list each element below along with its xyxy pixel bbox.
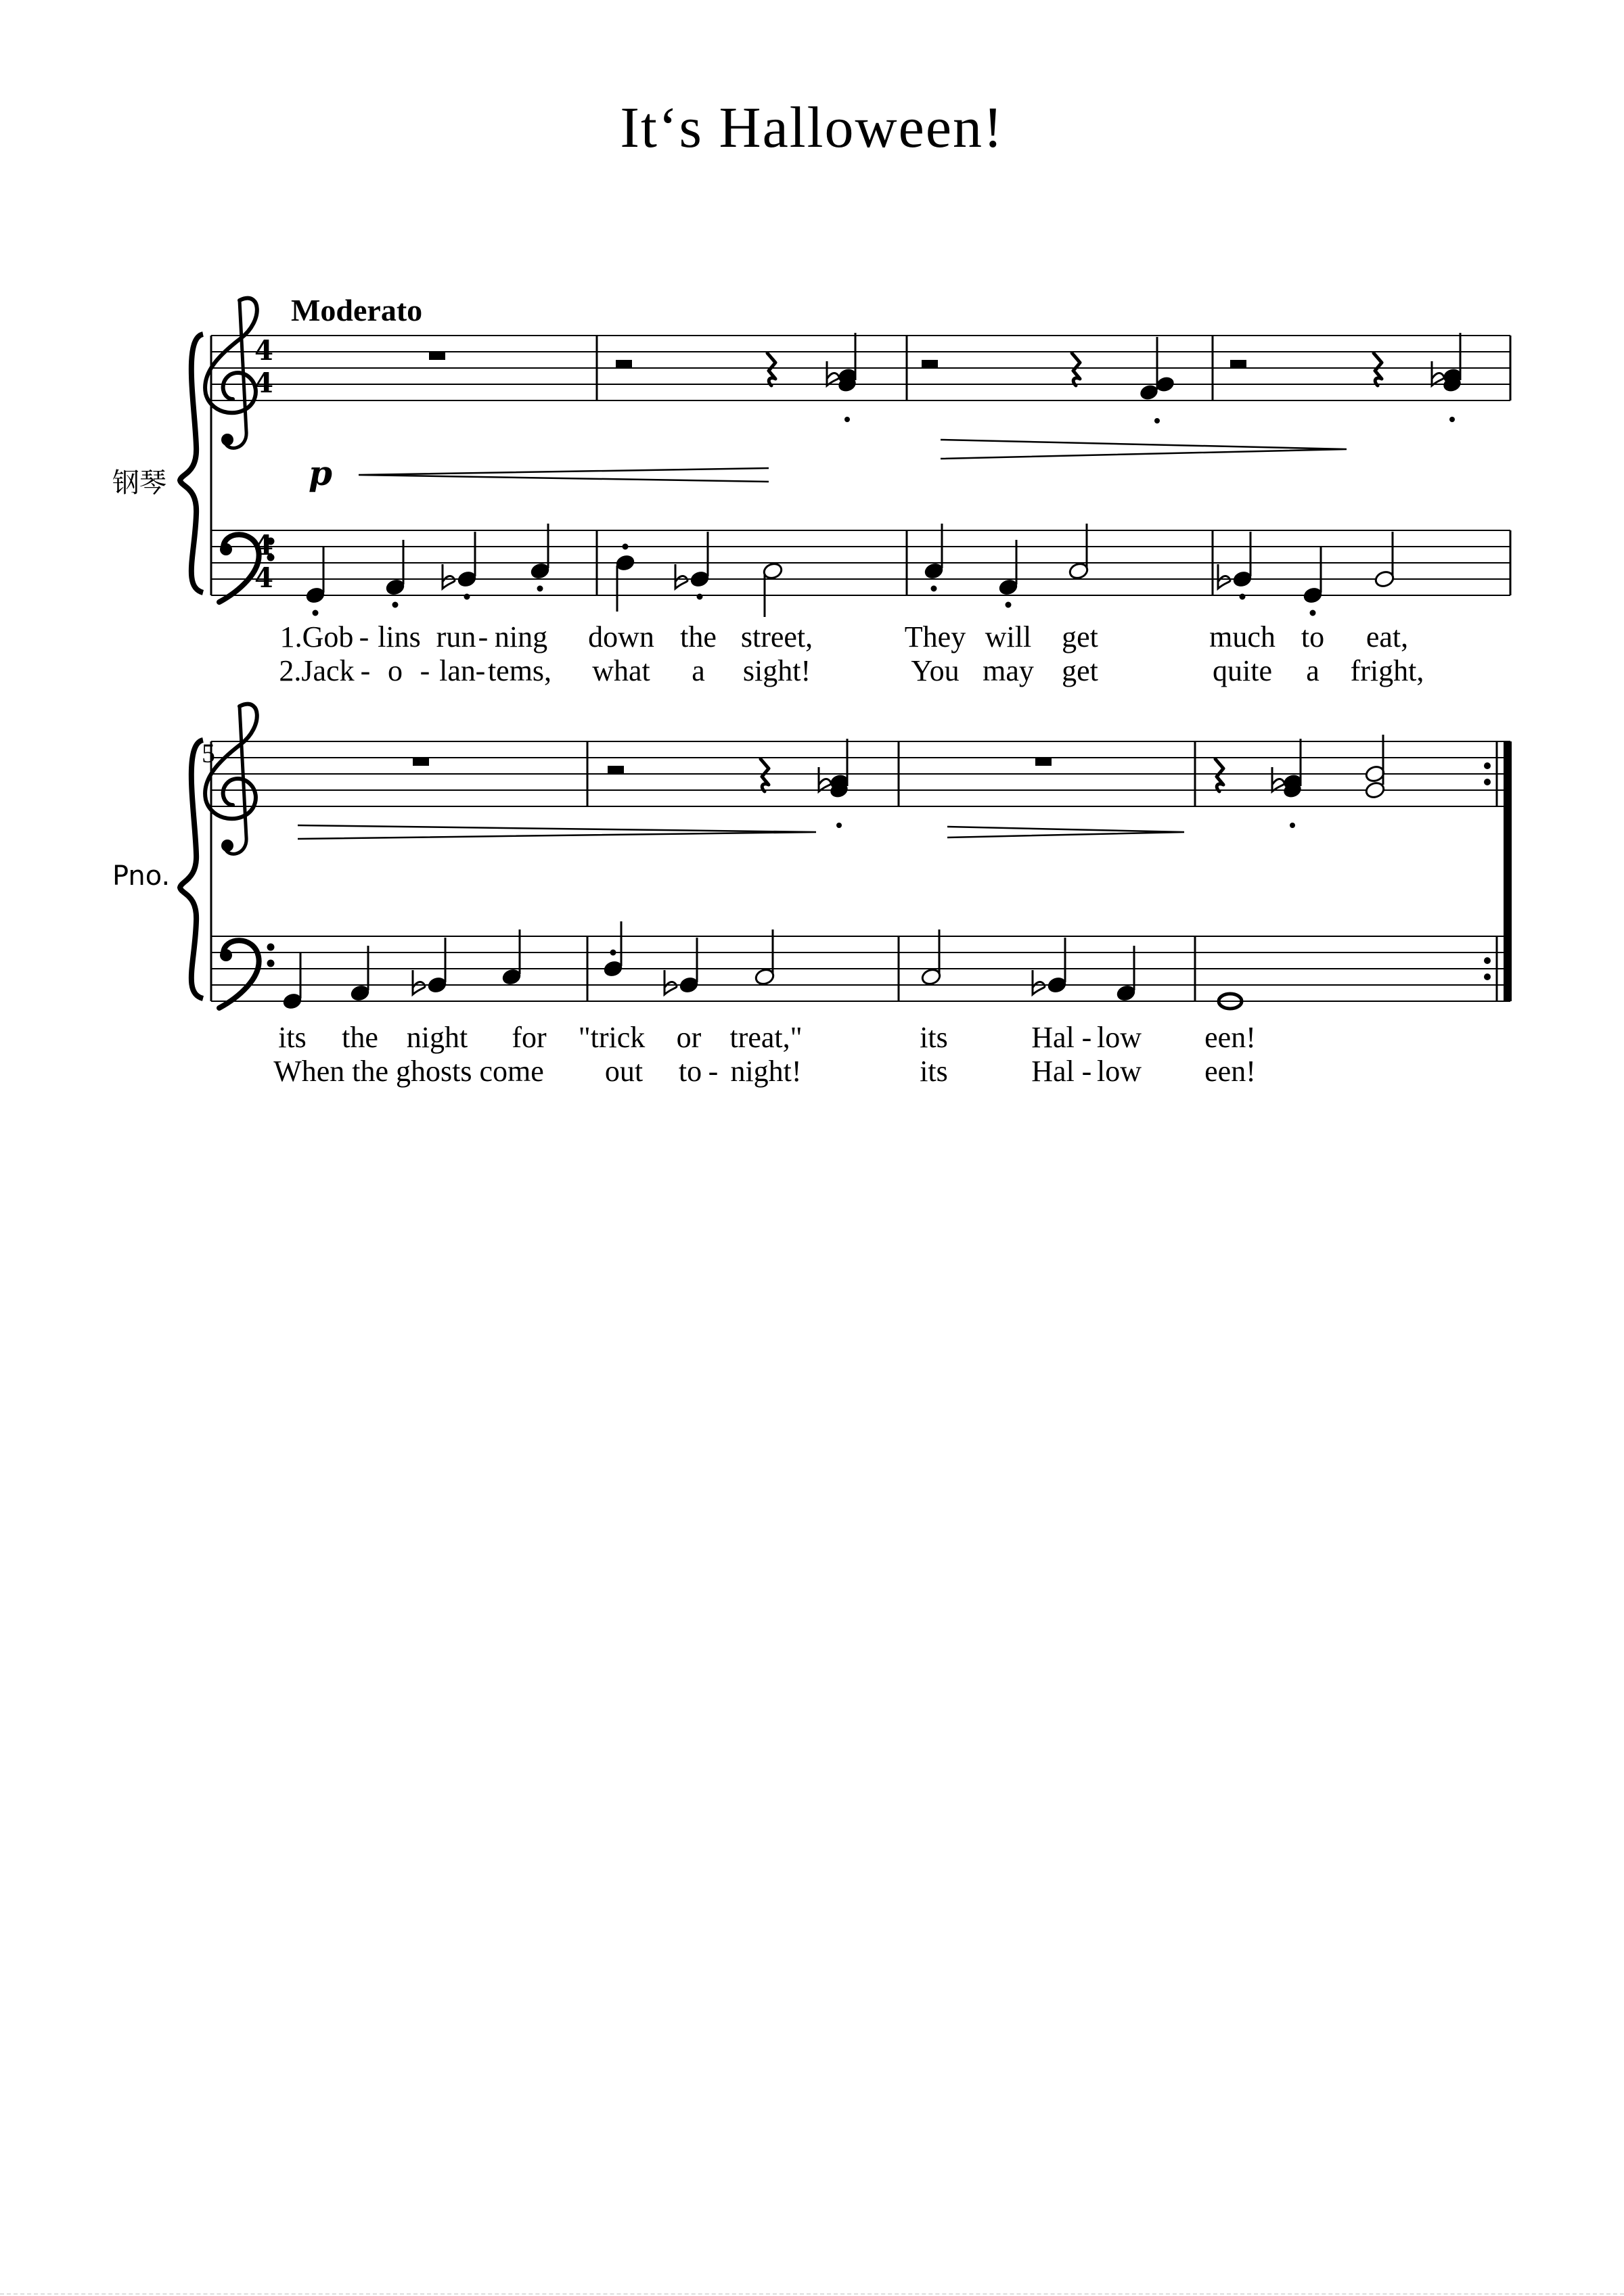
lyric: lins bbox=[378, 620, 421, 653]
lyric: street, bbox=[740, 620, 813, 653]
lyric-hyphen: - bbox=[1081, 1021, 1092, 1054]
svg-text:4: 4 bbox=[254, 367, 273, 399]
lyric: the bbox=[342, 1021, 378, 1054]
lyric-hyphen: - bbox=[708, 1055, 719, 1088]
brace-system-1 bbox=[180, 334, 203, 593]
measure-number: 5 bbox=[202, 738, 215, 768]
score-title: It‘s Halloween! bbox=[620, 95, 1004, 160]
lyric: what bbox=[592, 654, 650, 687]
lyric: een! bbox=[1204, 1021, 1256, 1054]
chord-m3 bbox=[1138, 337, 1175, 423]
lyric: treat," bbox=[729, 1021, 803, 1054]
bass-notes-system-2 bbox=[281, 921, 1246, 1011]
brace-system-2 bbox=[180, 740, 203, 998]
instrument-name: 钢琴 bbox=[112, 467, 166, 499]
lyric-hyphen: - bbox=[1081, 1055, 1092, 1088]
lyric-hyphen: - bbox=[475, 654, 486, 687]
lyric-hyphen: - bbox=[420, 654, 430, 687]
lyric: much bbox=[1209, 620, 1276, 653]
lyric: low bbox=[1097, 1021, 1142, 1054]
lyric: will bbox=[985, 620, 1032, 653]
lyric: the bbox=[680, 620, 717, 653]
lyric: or bbox=[676, 1021, 702, 1054]
lyric-hyphen: - bbox=[478, 620, 489, 653]
lyric: They bbox=[904, 620, 966, 653]
decrescendo-1 bbox=[941, 440, 1347, 459]
lyric: quite bbox=[1213, 654, 1272, 687]
lyric: its bbox=[920, 1055, 948, 1088]
lyric: night bbox=[406, 1021, 468, 1054]
tempo-marking: Moderato bbox=[291, 293, 423, 327]
lyric: to bbox=[678, 1055, 702, 1088]
lyric: eat, bbox=[1366, 620, 1409, 653]
chord-m6 bbox=[819, 739, 850, 828]
lyric-hyphen: - bbox=[359, 620, 369, 653]
lyric: o bbox=[388, 654, 403, 687]
chord-m4 bbox=[1432, 333, 1463, 422]
lyric: its bbox=[278, 1021, 307, 1054]
lyric: sight! bbox=[742, 654, 811, 687]
lyric: a bbox=[692, 654, 705, 687]
lyric: fright, bbox=[1350, 654, 1424, 687]
lyric: ning bbox=[494, 620, 548, 653]
chord-m2 bbox=[827, 333, 858, 422]
lyric: When the ghosts come bbox=[273, 1055, 544, 1088]
lyric: get bbox=[1062, 620, 1098, 653]
chord-m8a bbox=[1272, 739, 1303, 828]
lyric: may bbox=[983, 654, 1034, 687]
lyric: down bbox=[588, 620, 654, 653]
lyric-hyphen: - bbox=[360, 654, 371, 687]
crescendo-2 bbox=[298, 825, 816, 839]
lyric: low bbox=[1097, 1055, 1142, 1088]
decrescendo-2 bbox=[947, 827, 1184, 837]
lyric: 1.Gob bbox=[279, 620, 354, 653]
svg-text:4: 4 bbox=[254, 530, 273, 561]
lyric: lan bbox=[439, 654, 476, 687]
lyric: een! bbox=[1204, 1055, 1256, 1088]
lyric: "trick bbox=[578, 1021, 646, 1054]
lyric: out bbox=[604, 1055, 644, 1088]
instrument-abbrev: Pno. bbox=[112, 860, 171, 892]
lyric: Hal bbox=[1031, 1055, 1075, 1088]
page-edge-rule bbox=[0, 2293, 1624, 2295]
chord-m8b bbox=[1364, 735, 1385, 800]
final-barline bbox=[1504, 741, 1512, 1001]
crescendo-1 bbox=[359, 468, 769, 482]
lyric: a bbox=[1306, 654, 1320, 687]
lyric: 2.Jack bbox=[279, 654, 355, 687]
dynamic-marking: p bbox=[309, 453, 332, 493]
lyric: run bbox=[436, 620, 476, 653]
svg-text:4: 4 bbox=[254, 335, 273, 367]
lyric: tems, bbox=[487, 654, 552, 687]
svg-text:4: 4 bbox=[254, 562, 273, 594]
lyric: You bbox=[911, 654, 960, 687]
lyric: to bbox=[1301, 620, 1325, 653]
lyric: Hal bbox=[1031, 1021, 1075, 1054]
lyric: get bbox=[1062, 654, 1098, 687]
lyric: its bbox=[920, 1021, 948, 1054]
lyric: for bbox=[512, 1021, 547, 1054]
lyric: night! bbox=[730, 1055, 802, 1088]
bass-notes-system-1 bbox=[304, 524, 1395, 617]
